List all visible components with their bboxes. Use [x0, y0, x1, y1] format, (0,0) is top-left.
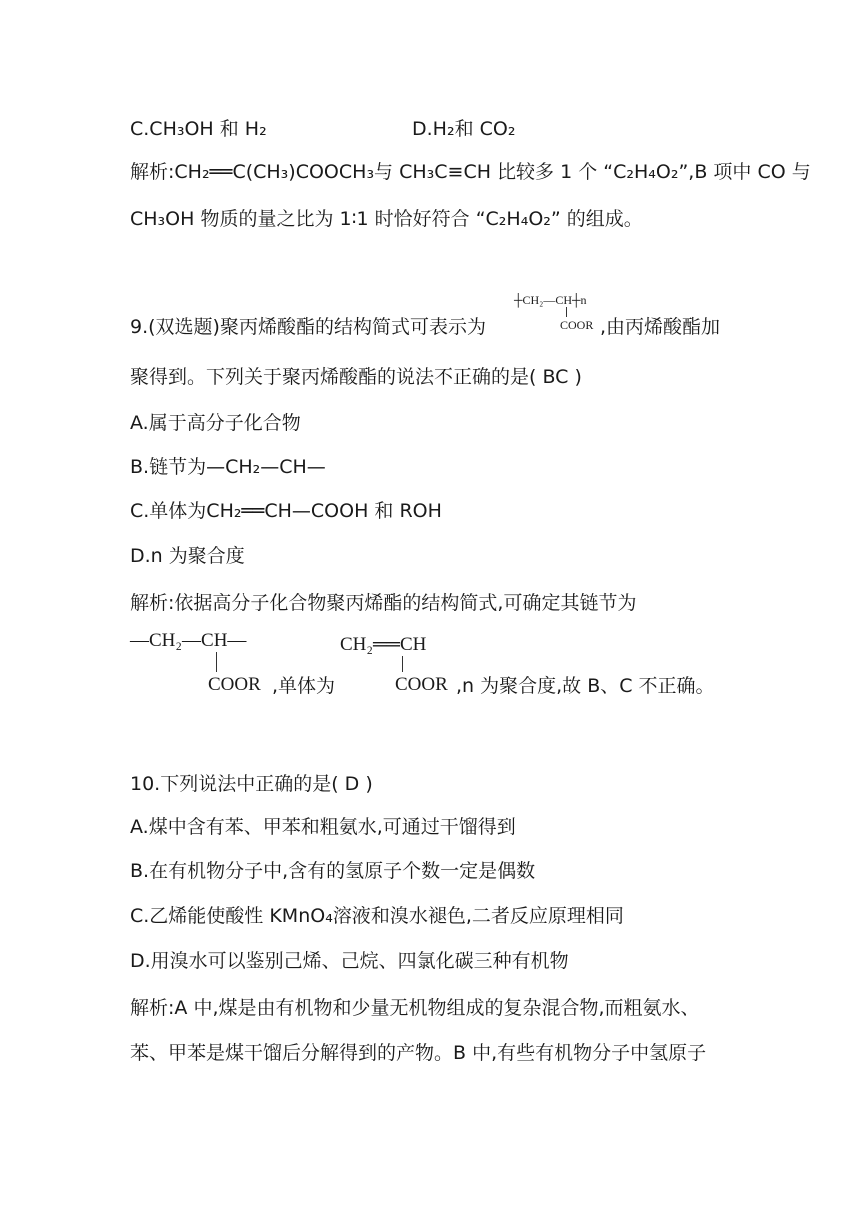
question-9-analysis-line-1: 解析:依据高分子化合物聚丙烯酯的结构简式,可确定其链节为 — [130, 592, 637, 614]
question-8-option-c: C.CH₃OH 和 H₂ — [130, 118, 267, 140]
question-9-stem-line-2: 聚得到。下列关于聚丙烯酸酯的说法不正确的是( BC ) — [130, 366, 582, 388]
question-9-link-unit-bond — [216, 652, 217, 672]
question-10-stem: 10.下列说法中正确的是( D ) — [130, 773, 373, 795]
question-9-structure-bond — [566, 307, 567, 317]
question-9-option-a: A.属于高分子化合物 — [130, 412, 301, 434]
question-9-analysis-mid-text: ,单体为 — [272, 675, 336, 697]
question-8-option-d: D.H₂和 CO₂ — [412, 118, 516, 140]
question-9-option-b: B.链节为—CH₂—CH— — [130, 456, 326, 478]
question-9-option-d: D.n 为聚合度 — [130, 545, 245, 567]
question-9-monomer-top: CH₂══CH — [340, 634, 427, 655]
question-9-structure-bottom: COOR — [560, 318, 594, 332]
question-9-monomer-bottom: COOR — [395, 674, 448, 695]
question-9-monomer-bond — [402, 656, 403, 672]
question-9-link-unit-bottom: COOR — [208, 674, 261, 695]
question-9-structure-top: ┼CH₂—CH┼n — [514, 293, 587, 307]
question-10-analysis-line-1: 解析:A 中,煤是由有机物和少量无机物组成的复杂混合物,而粗氨水、 — [130, 997, 700, 1019]
question-10-option-c: C.乙烯能使酸性 KMnO₄溶液和溴水褪色,二者反应原理相同 — [130, 905, 624, 927]
question-9-analysis-tail: ,n 为聚合度,故 B、C 不正确。 — [456, 675, 715, 697]
question-9-option-c: C.单体为CH₂══CH—COOH 和 ROH — [130, 500, 442, 522]
question-10-option-d: D.用溴水可以鉴别己烯、己烷、四氯化碳三种有机物 — [130, 950, 569, 972]
question-10-analysis-line-2: 苯、甲苯是煤干馏后分解得到的产物。B 中,有些有机物分子中氢原子 — [130, 1042, 707, 1064]
question-8-analysis-line-1: 解析:CH₂══C(CH₃)COOCH₃与 CH₃C≡CH 比较多 1 个 “C₂H₄O₂”,B 项中 CO 与 — [130, 161, 811, 183]
question-9-stem-part-2: ,由丙烯酸酯加 — [600, 316, 721, 338]
question-10-option-b: B.在有机物分子中,含有的氢原子个数一定是偶数 — [130, 860, 536, 882]
question-8-analysis-line-2: CH₃OH 物质的量之比为 1∶1 时恰好符合 “C₂H₄O₂” 的组成。 — [130, 208, 643, 230]
question-9-stem-part-1: 9.(双选题)聚丙烯酸酯的结构简式可表示为 — [130, 316, 486, 338]
question-9-link-unit-top: —CH₂—CH— — [130, 630, 247, 651]
question-10-option-a: A.煤中含有苯、甲苯和粗氨水,可通过干馏得到 — [130, 816, 516, 838]
